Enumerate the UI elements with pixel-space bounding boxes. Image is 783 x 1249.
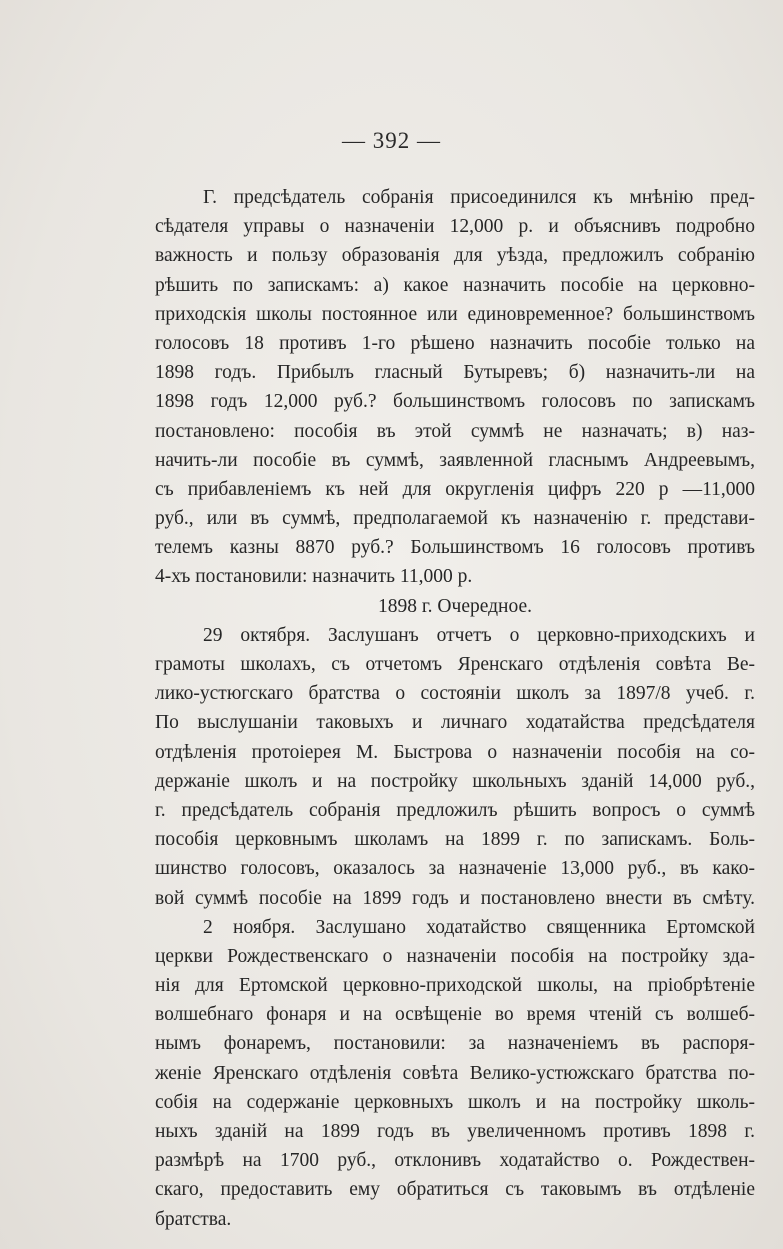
text-line: держаніе школъ и на постройку школьныхъ зданій 14,000 руб., [155, 770, 755, 792]
text-line: лико-устюгскаго братства о состояніи школъ за 1897/8 учеб. г. [155, 683, 755, 705]
text-line: грамоты школахъ, съ отчетомъ Яренскаго отдѣленія совѣта Ве- [155, 654, 755, 675]
text-line: 29 октября. Заслушанъ отчетъ о церковно-приходскихъ и [203, 624, 755, 646]
text-line: нымъ фонаремъ, постановили: за назначеніемъ въ распоря- [155, 1033, 755, 1055]
text-line: женіе Яренскаго отдѣленія совѣта Велико-устюжскаго братства по- [155, 1062, 755, 1084]
text-line: собія на содержаніе церковныхъ школъ и на постройку школь- [155, 1091, 755, 1113]
text-line: отдѣленія протоіерея М. Быстрова о назначеніи пособія на со- [155, 741, 755, 763]
text-line: По выслушаніи таковыхъ и личнаго ходатайства предсѣдателя [155, 712, 755, 734]
text-line: важность и пользу образованія для уѣзда, предложилъ собранію [155, 245, 755, 267]
text-line: братства. [155, 1208, 232, 1230]
section-heading: 1898 г. Очередное. [378, 595, 532, 617]
text-line: размѣрѣ на 1700 руб., отклонивъ ходатайство о. Рождествен- [155, 1150, 755, 1172]
text-line: руб., или въ суммѣ, предполагаемой къ назначенію г. представи- [155, 508, 755, 530]
text-line: 2 ноября. Заслушано ходатайство священника Ертомской [203, 916, 755, 938]
text-line: шинство голосовъ, оказалось за назначеніе 13,000 руб., въ како- [155, 858, 755, 880]
page-number: — 392 — [342, 128, 441, 153]
text-line: 4-хъ постановили: назначить 11,000 р. [155, 566, 473, 588]
text-line: скаго, предоставить ему обратиться съ таковымъ въ отдѣленіе [155, 1179, 755, 1201]
text-line: телемъ казны 8870 руб.? Большинствомъ 16 голосовъ противъ [155, 537, 755, 559]
text-line: приходскія школы постоянное или единовременное? большинствомъ [155, 303, 755, 325]
text-line: сѣдателя управы о назначеніи 12,000 р. и объяснивъ подробно [155, 216, 755, 238]
text-line: начить-ли пособіе въ суммѣ, заявленной гласнымъ Андреевымъ, [155, 449, 755, 471]
text-line: пособія церковнымъ школамъ на 1899 г. по запискамъ. Боль- [155, 829, 755, 851]
text-line: постановлено: пособія въ этой суммѣ не назначать; в) наз- [155, 420, 755, 442]
text-line: волшебнаго фонаря и на освѣщеніе во время чтеній съ волшеб- [155, 1004, 755, 1026]
text-line: 1898 годъ. Прибылъ гласный Бутыревъ; б) назначить-ли на [155, 362, 755, 384]
text-line: съ прибавленіемъ къ ней для округленія цифръ 220 р —11,000 [155, 478, 755, 500]
text-line: вой суммѣ пособіе на 1899 годъ и постановлено внести въ смѣту. [155, 887, 755, 909]
text-line: Г. предсѣдатель собранія присоединился къ мнѣнію пред- [203, 187, 755, 208]
text-line: 1898 годъ 12,000 руб.? большинствомъ голосовъ по запискамъ [155, 391, 755, 413]
text-line: нія для Ертомской церковно-приходской школы, на пріобрѣтеніе [155, 975, 755, 997]
text-line: рѣшить по запискамъ: а) какое назначить пособіе на церковно- [155, 274, 755, 296]
text-line: г. предсѣдатель собранія предложилъ рѣшить вопросъ о суммѣ [155, 799, 755, 821]
text-line: голосовъ 18 противъ 1-го рѣшено назначить пособіе только на [155, 332, 755, 354]
body-text [155, 183, 755, 1234]
text-line: ныхъ зданій на 1899 годъ въ увеличенномъ противъ 1898 г. [155, 1121, 755, 1142]
text-line: церкви Рождественскаго о назначеніи пособія на постройку зда- [155, 945, 755, 967]
